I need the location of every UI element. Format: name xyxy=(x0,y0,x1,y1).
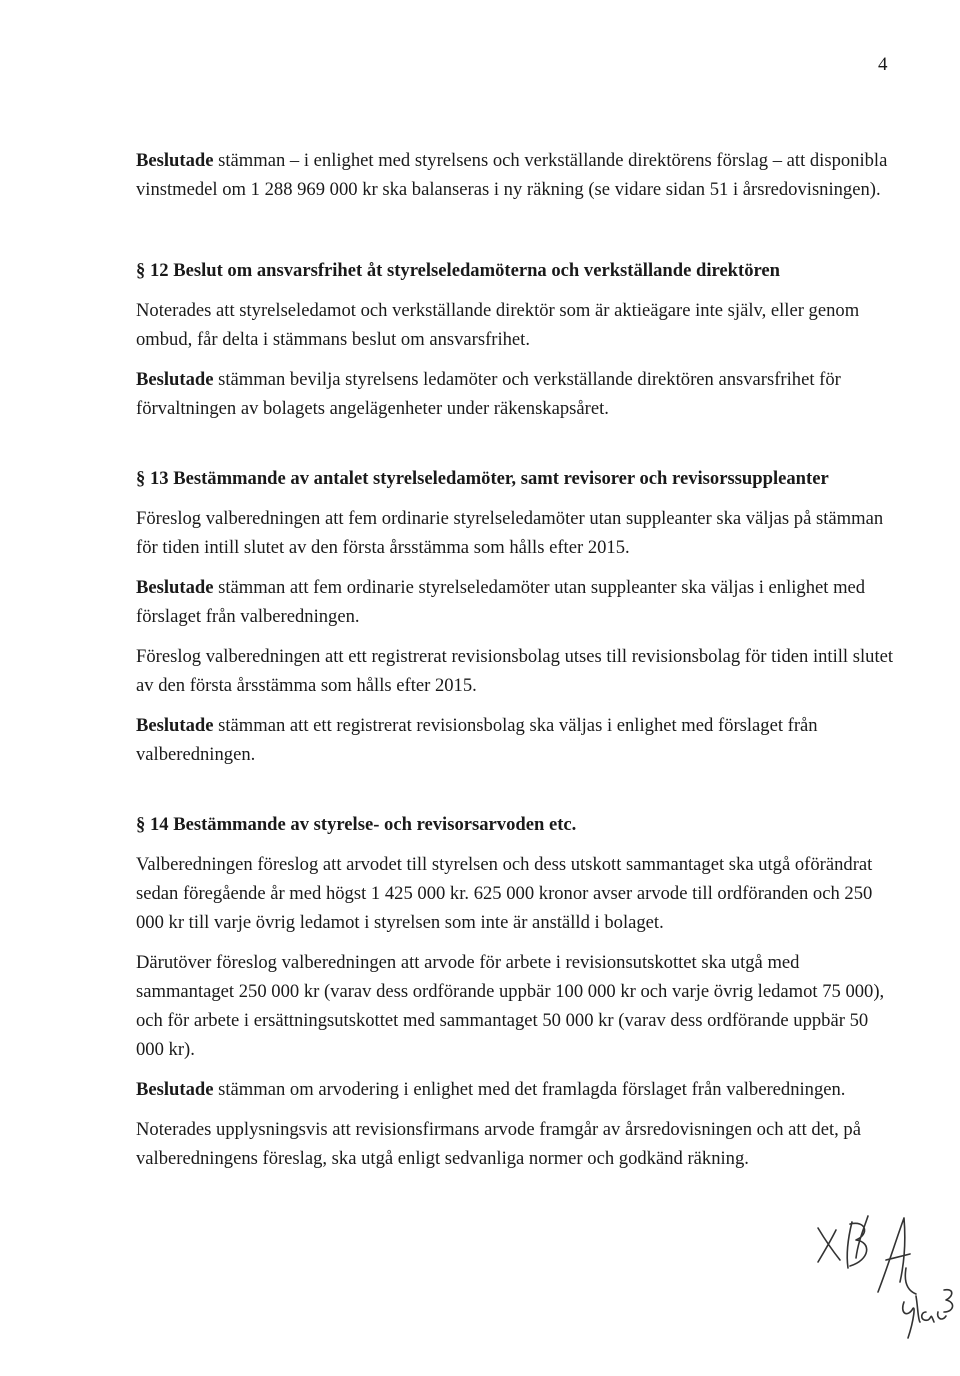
dividend-decision xyxy=(136,146,896,204)
signature-initials-3 xyxy=(896,1282,958,1346)
decision-lead: Beslutade xyxy=(136,715,214,736)
section-14-auditor-fee-note: Noterades upplysningsvis att revisionsfirmans arvode framgår av årsredovisningen och att det, på valberedningens föreslag, ska utgå enligt sedvanliga normer och godkänd räkning. xyxy=(136,1119,861,1169)
section-13-decision-board xyxy=(136,573,896,631)
decision-text: stämman om arvodering i enlighet med det framlagda förslaget från valberedningen. xyxy=(218,1079,846,1100)
page-number: 4 xyxy=(878,54,888,75)
document-body xyxy=(136,146,896,1173)
section-12-noted: Noterades att styrelseledamot och verkställande direktör som är aktieägare inte själv, eller genom ombud, får delta i stämmans beslut om ansvarsfrihet. xyxy=(136,300,860,350)
decision-text: stämman att fem ordinarie styrelseledamöter utan suppleanter ska väljas i enlighet med förslaget från valberedningen. xyxy=(136,577,866,627)
section-13-heading: § 13 Bestämmande av antalet styrelseledamöter, samt revisorer och revisorssuppleanter xyxy=(136,468,829,489)
section-14-decision xyxy=(136,1075,896,1104)
decision-text: stämman – i enlighet med styrelsens och verkställande direktörens förslag – att disponibla vinstmedel om 1 288 969 000 kr ska balanseras i ny räkning (se vidare sidan 51 i årsredovisningen). xyxy=(136,150,888,200)
decision-lead: Beslutade xyxy=(136,1079,214,1100)
section-14-committee-fees: Därutöver föreslog valberedningen att arvode för arbete i revisionsutskottet ska utgå med sammantaget 250 000 kr (varav dess ordförande uppbär 100 000 kr och varje övrig ledamot 75 000), och för arbete i ersättningsutskottet med sammantaget 50 000 kr (varav dess ordförande uppbär 50 000 kr). xyxy=(136,952,885,1060)
decision-text: stämman att ett registrerat revisionsbolag ska väljas i enlighet med förslaget från valberedningen. xyxy=(136,715,818,765)
decision-lead: Beslutade xyxy=(136,577,214,598)
section-13-proposal-board: Föreslog valberedningen att fem ordinarie styrelseledamöter utan suppleanter ska väljas på stämman för tiden intill slutet av den första årsstämma som hålls efter 2015. xyxy=(136,508,884,558)
section-13-proposal-auditor: Föreslog valberedningen att ett registrerat revisionsbolag utses till revisionsbolag för tiden intill slutet av den första årsstämma som hålls efter 2015. xyxy=(136,646,894,696)
decision-text: stämman bevilja styrelsens ledamöter och verkställande direktören ansvarsfrihet för förvaltningen av bolagets angelägenheter under räkenskapsåret. xyxy=(136,369,841,419)
section-14-board-fees: Valberedningen föreslog att arvodet till styrelsen och dess utskott sammantaget ska utgå oförändrat sedan föregående år med högst 1 425 000 kr. 625 000 kronor avser arvode till ordföranden och 250 000 kr till varje övrig ledamot i styrelsen som inte är anställd i bolaget. xyxy=(136,854,873,933)
decision-lead: Beslutade xyxy=(136,150,214,171)
section-14-heading: § 14 Bestämmande av styrelse- och revisorsarvoden etc. xyxy=(136,814,577,835)
section-12-heading: § 12 Beslut om ansvarsfrihet åt styrelseledamöterna och verkställande direktören xyxy=(136,260,781,281)
decision-lead: Beslutade xyxy=(136,369,214,390)
section-12-decision xyxy=(136,365,896,423)
section-13-decision-auditor xyxy=(136,711,896,769)
